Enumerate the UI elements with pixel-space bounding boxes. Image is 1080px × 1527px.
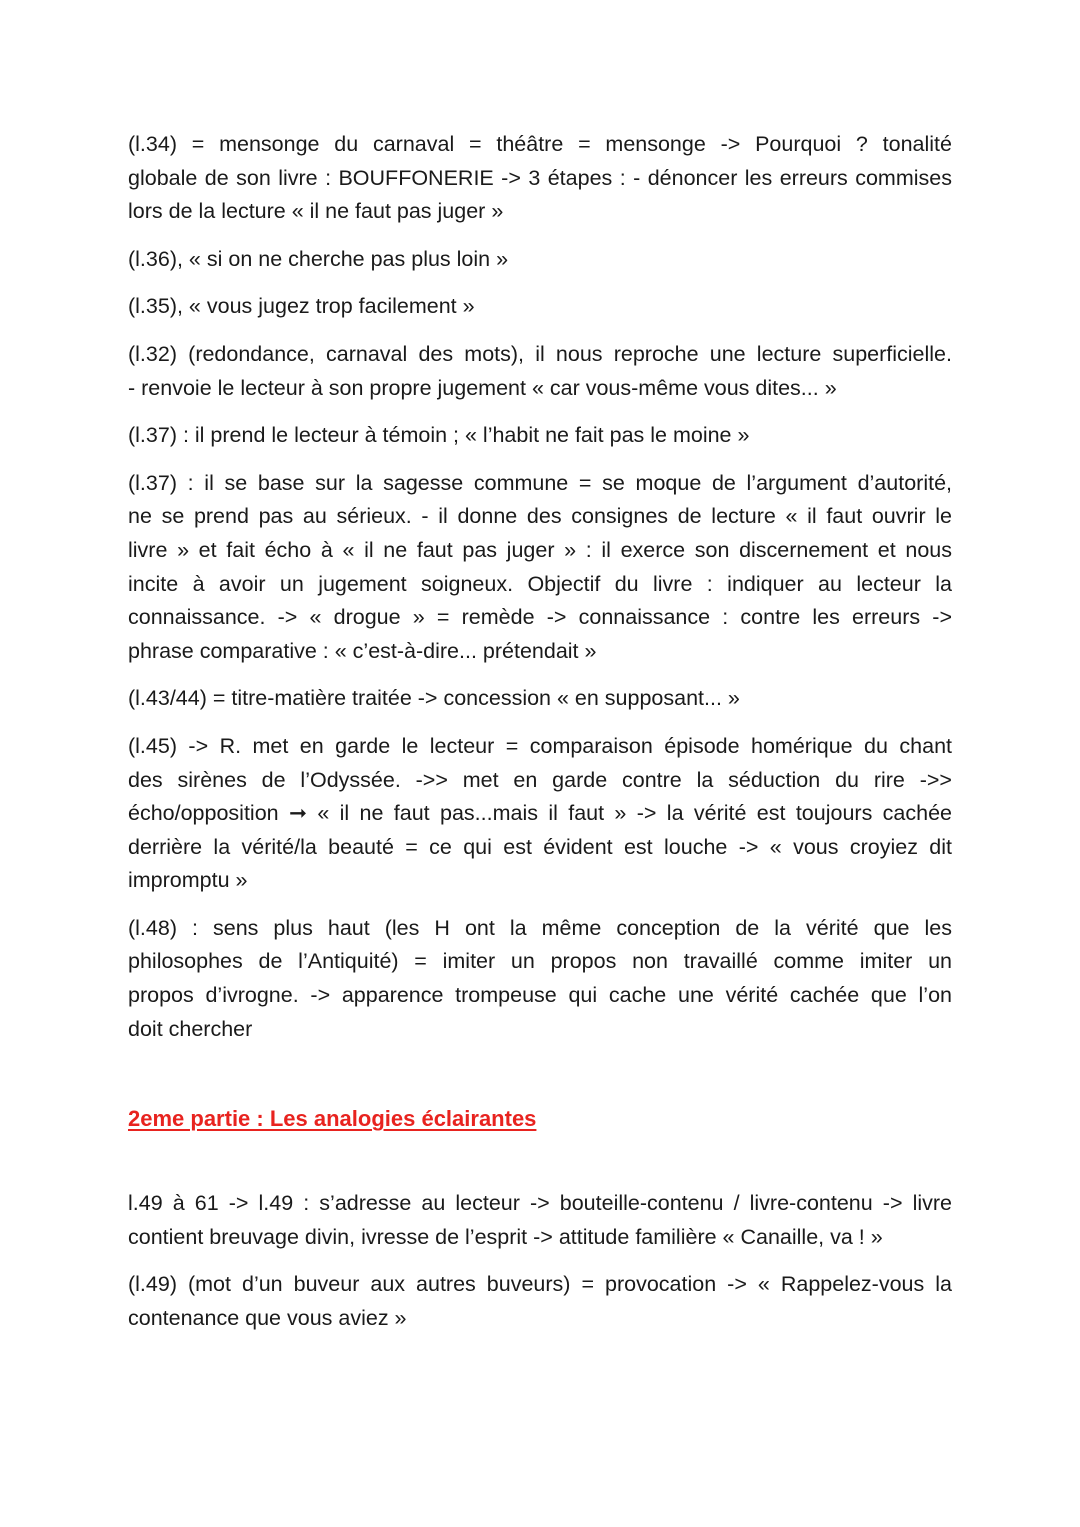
- paragraph: [128, 467, 952, 669]
- text-line: impromptu »: [128, 868, 248, 893]
- paragraph: [128, 1268, 952, 1335]
- text-line: livre » et fait écho à « il ne faut pas juger » : il exerce son discernement et nous: [128, 537, 952, 562]
- text-line: contenance que vous aviez »: [128, 1306, 407, 1331]
- text-line: (l.45) -> R. met en garde le lecteur = comparaison épisode homérique du chant: [128, 733, 952, 758]
- paragraph: [128, 338, 952, 405]
- text-line: (l.48) : sens plus haut (les H ont la même conception de la vérité que les: [128, 915, 952, 940]
- text-line: (l.35), « vous jugez trop facilement »: [128, 294, 475, 319]
- paragraph: [128, 419, 952, 453]
- text-line: (l.49) (mot d’un buveur aux autres buveurs) = provocation -> « Rappelez-vous la: [128, 1272, 952, 1297]
- text-line: (l.34) = mensonge du carnaval = théâtre = mensonge -> Pourquoi ? tonalité: [128, 132, 952, 156]
- text-line: philosophes de l’Antiquité) = imiter un propos non travaillé comme imiter un: [128, 949, 952, 974]
- paragraph: [128, 1187, 952, 1254]
- text-line: l.49 à 61 -> l.49 : s’adresse au lecteur -> bouteille-contenu / livre-contenu -> livre: [128, 1191, 952, 1216]
- section-2: [128, 1187, 952, 1335]
- paragraph: [128, 682, 952, 716]
- text-line: (l.37) : il prend le lecteur à témoin ; « l’habit ne fait pas le moine »: [128, 423, 750, 448]
- paragraph: [128, 912, 952, 1046]
- text-line: phrase comparative : « c’est-à-dire... prétendait »: [128, 638, 597, 663]
- text-line: (l.36), « si on ne cherche pas plus loin »: [128, 246, 509, 271]
- section-1: [128, 128, 952, 1046]
- text-line: des sirènes de l’Odyssée. ->> met en garde contre la séduction du rire ->>: [128, 767, 952, 792]
- text-line: propos d’ivrogne. -> apparence trompeuse qui cache une vérité cachée que l’on: [128, 983, 952, 1008]
- text-line: doit chercher: [128, 1016, 253, 1041]
- paragraph: [128, 290, 952, 324]
- text-line: contient breuvage divin, ivresse de l’esprit -> attitude familière « Canaille, va ! »: [128, 1224, 883, 1249]
- text-line: - renvoie le lecteur à son propre jugement « car vous-même vous dites... »: [128, 375, 837, 400]
- text-line: (l.37) : il se base sur la sagesse commune = se moque de l’argument d’autorité,: [128, 470, 952, 495]
- text-line: (l.32) (redondance, carnaval des mots), il nous reproche une lecture superficielle.: [128, 341, 952, 366]
- text-line: écho/opposition ➞ « il ne faut pas...mais il faut » -> la vérité est toujours cachée: [128, 801, 952, 826]
- text-line: connaissance. -> « drogue » = remède -> connaissance : contre les erreurs ->: [128, 605, 952, 630]
- section-heading: 2eme partie : Les analogies éclairantes: [128, 1106, 537, 1132]
- document-page: [128, 128, 952, 1350]
- paragraph: [128, 128, 952, 229]
- paragraph: [128, 243, 952, 277]
- paragraph: [128, 730, 952, 898]
- text-line: lors de la lecture « il ne faut pas juger »: [128, 199, 504, 224]
- text-line: ne se prend pas au sérieux. - il donne des consignes de lecture « il faut ouvrir le: [128, 504, 952, 529]
- text-line: (l.43/44) = titre-matière traitée -> concession « en supposant... »: [128, 686, 740, 711]
- text-line: globale de son livre : BOUFFONERIE -> 3 étapes : - dénoncer les erreurs commises: [128, 165, 952, 190]
- text-line: derrière la vérité/la beauté = ce qui est évident est louche -> « vous croyiez dit: [128, 834, 952, 859]
- text-line: incite à avoir un jugement soigneux. Objectif du livre : indiquer au lecteur la: [128, 571, 952, 596]
